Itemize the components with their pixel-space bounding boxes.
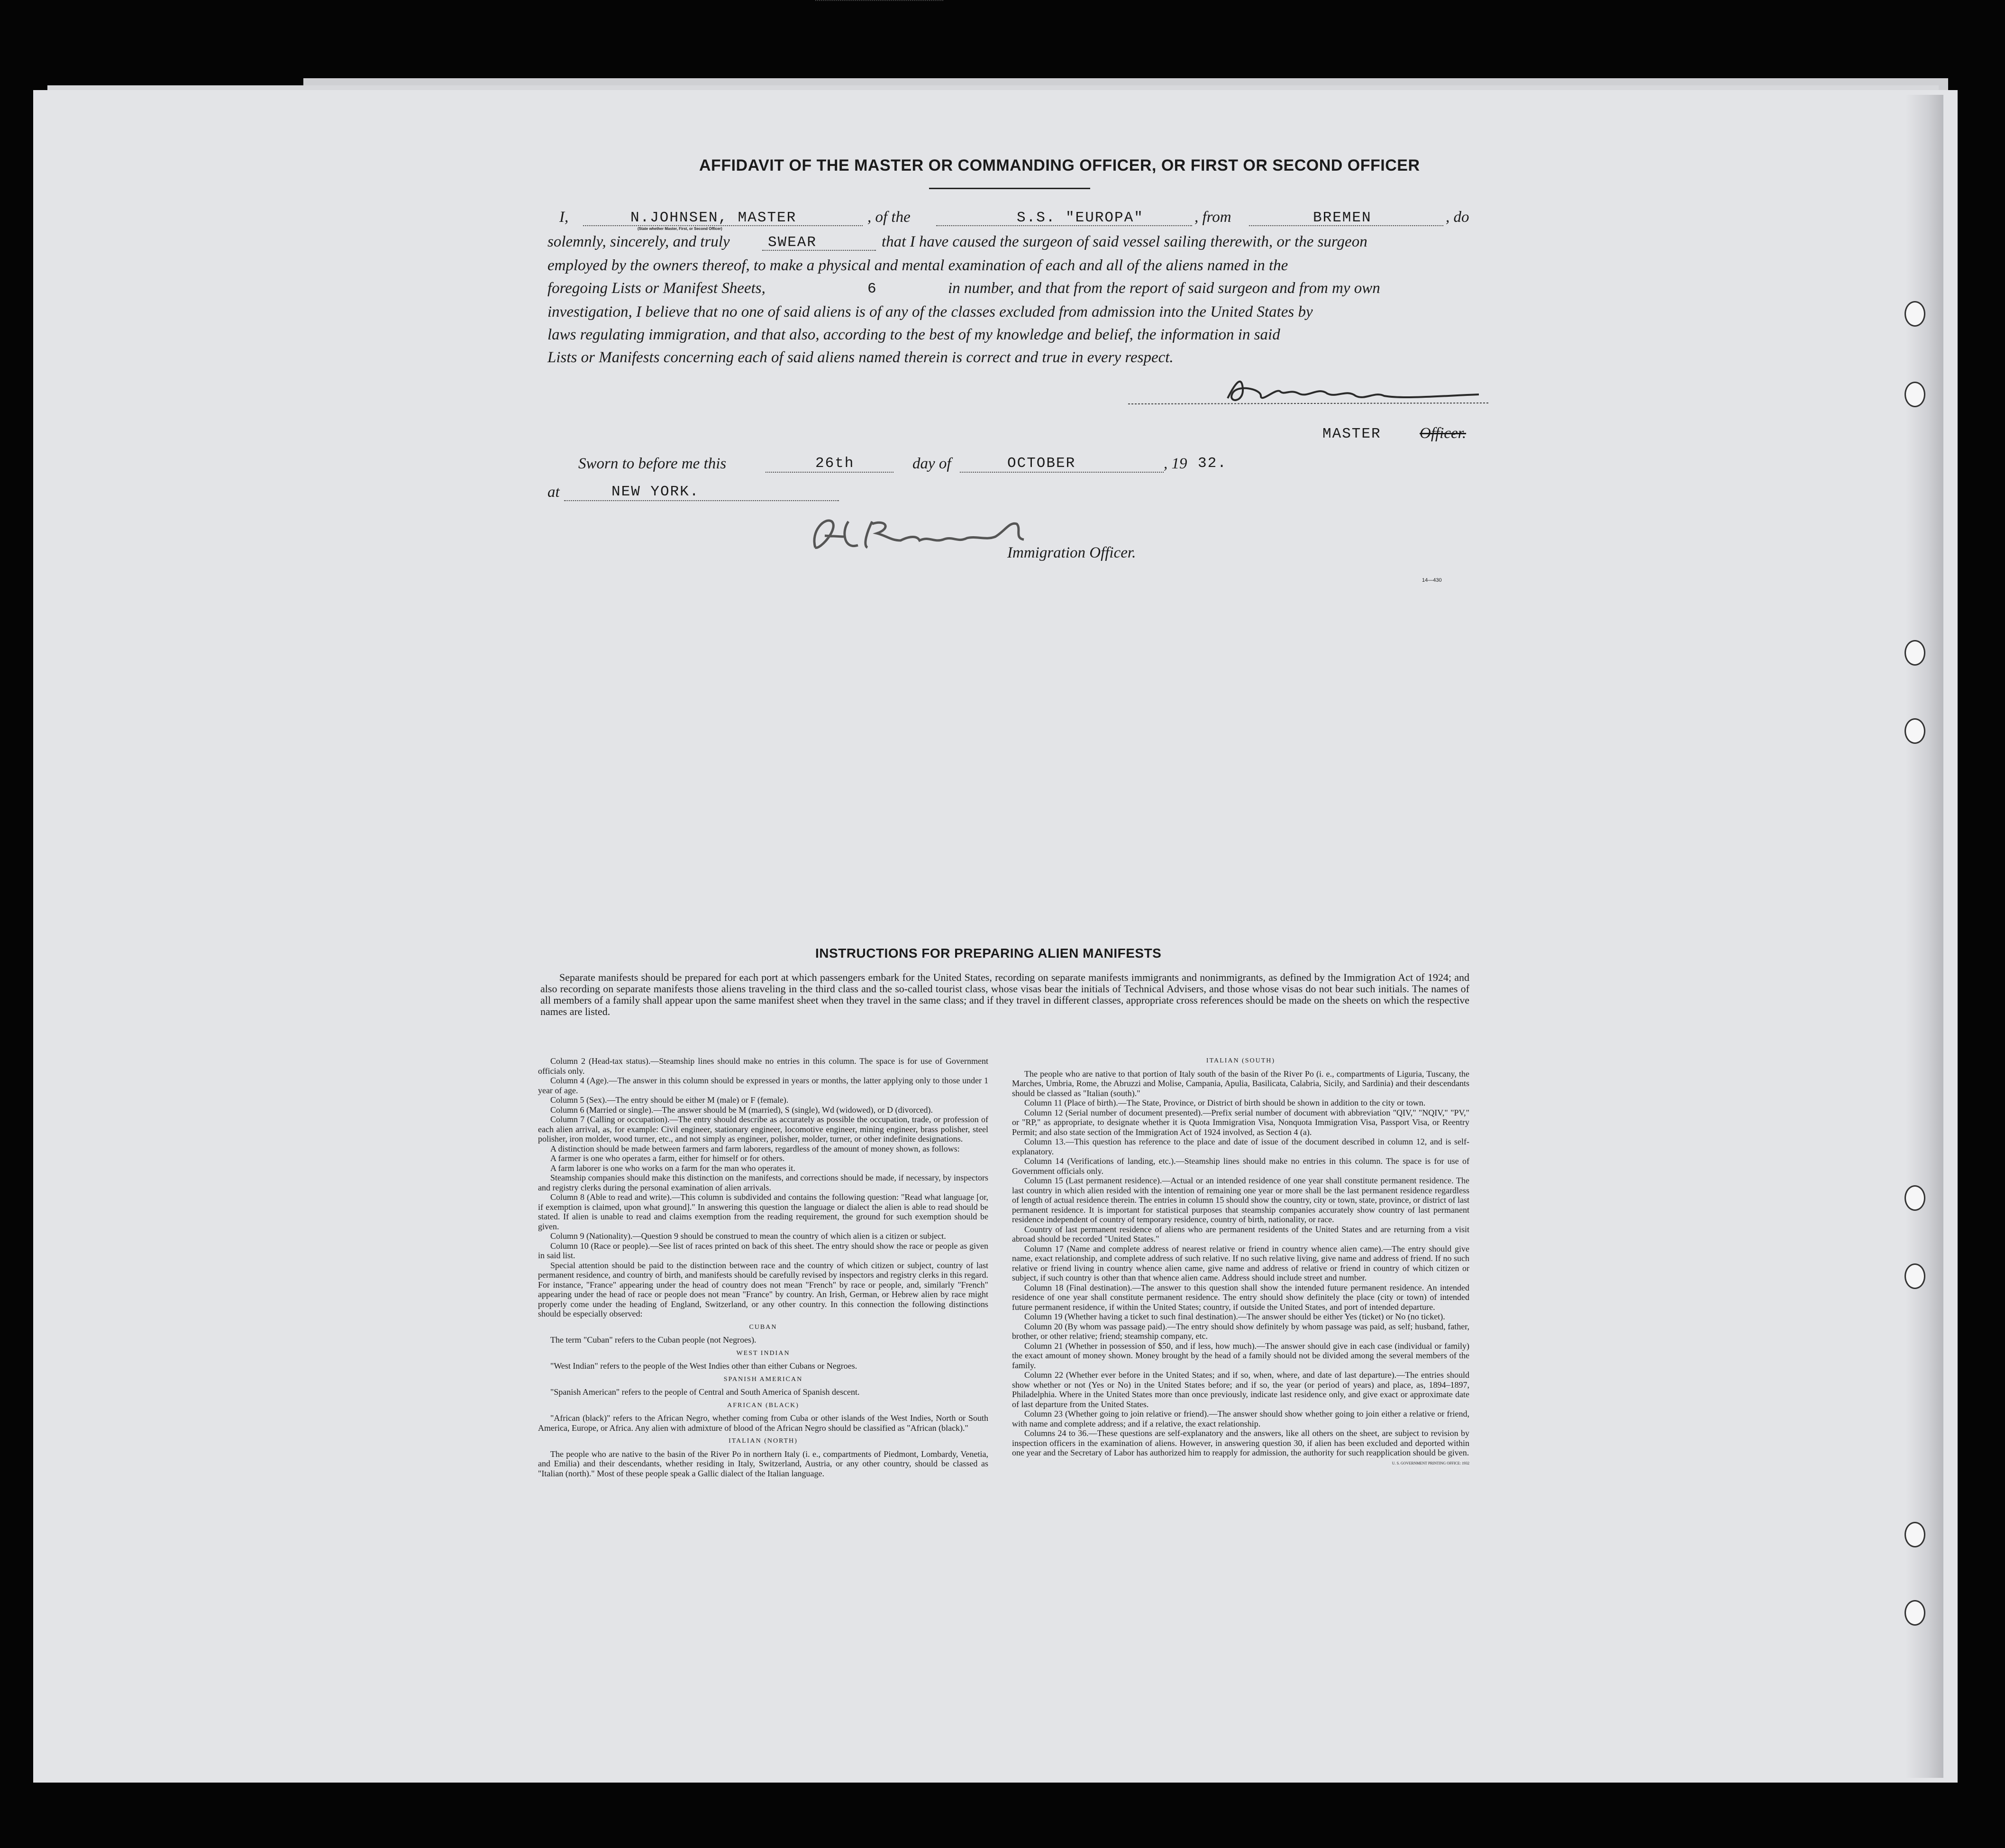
instruction-paragraph: Column 20 (By whom was passage paid).—The entry should show definitely by whom passage was paid, as self; husband, father, brother, or other relative; friend; steamship company, etc. — [1012, 1321, 1469, 1341]
right-column — [1012, 1056, 1469, 1468]
instruction-paragraph: Column 2 (Head-tax status).—Steamship lines should make no entries in this column. The space is for use of Government officials only. — [538, 1056, 988, 1076]
vessel-name: S.S. "EUROPA" — [1017, 210, 1144, 226]
instruction-paragraph: "West Indian" refers to the people of the West Indies other than either Cubans or Negroes. — [550, 1361, 857, 1371]
affidavit-line4a: foregoing Lists or Manifest Sheets, — [547, 280, 766, 297]
binder-hole-icon — [1905, 718, 1925, 744]
section-heading: ITALIAN (NORTH) — [729, 1437, 798, 1445]
do-label: , do — [1446, 209, 1469, 226]
affidavit-pronoun: I, — [559, 209, 569, 226]
instructions-title: INSTRUCTIONS FOR PREPARING ALIEN MANIFESTS — [815, 946, 1162, 961]
sheet-count: 6 — [867, 281, 877, 297]
officer-struck: Officer. — [1420, 425, 1467, 442]
affidavit-line5: investigation, I believe that no one of said aliens is of any of the classes excluded from admission into the United States by — [547, 303, 1313, 320]
sworn-place: NEW YORK. — [611, 484, 700, 500]
form-number: 14—430 — [1422, 577, 1442, 583]
section-heading: SPANISH AMERICAN — [723, 1375, 803, 1383]
instruction-paragraph: Country of last permanent residence of aliens who are permanent residents of the United States and are returning from a visit abroad should be recorded "United States." — [1012, 1224, 1469, 1244]
instruction-paragraph: Column 11 (Place of birth).—The State, Province, or District of birth should be shown in addition to the city or town. — [1024, 1098, 1426, 1107]
binder-hole-icon — [1905, 382, 1925, 407]
of-the-label: , of the — [867, 209, 911, 226]
instruction-paragraph: The people who are native to the basin of the River Po in northern Italy (i. e., compartments of Piedmont, Lombardy, Venetia, and Emilia) and their descendants, whether residing in Italy, Switzerland, Austria, or any other country, should be classed as "Italian (north)." Most of these people speak a Gallic dialect of the Italian language. — [538, 1449, 988, 1478]
section-heading: ITALIAN (SOUTH) — [1206, 1057, 1276, 1064]
affidavit-line2b: that I have caused the surgeon of said vessel sailing therewith, or the surgeon — [882, 233, 1367, 250]
instruction-paragraph: Column 22 (Whether ever before in the United States; and if so, when, where, and date of last departure).—The entries should show whether or not (Yes or No) in the United States before; and if so, the year (or period of years) and place, as, 1894–1897, Philadelphia. Where in the United States more than once previously, indicate last residence only, and give exact or approximate date of last departure from the United States. — [1012, 1370, 1469, 1409]
binder-hole-icon — [1905, 1263, 1925, 1289]
binder-hole-icon — [1905, 1600, 1925, 1626]
month-line — [960, 472, 1164, 473]
instruction-paragraph: Column 17 (Name and complete address of nearest relative or friend in country whence alien came).—The entry should give name, exact relationship, and complete address of such relative. If no such relative living, give name and address of friend. If no such relative or friend living in country whence alien came, give name and address of relative or friend in country of which citizen or subject, if such country is other than that whence alien came. Address should include street and number. — [1012, 1244, 1469, 1282]
binder-hole-icon — [1905, 1185, 1925, 1211]
title-rule — [929, 188, 1090, 189]
binder-hole-icon — [1905, 640, 1925, 666]
instruction-paragraph: A farmer is one who operates a farm, either for himself or for others. — [550, 1153, 785, 1163]
instruction-paragraph: "African (black)" refers to the African Negro, whether coming from Cuba or other islands of the West Indies, North or South America, Europe, or Africa. Any alien with admixture of blood of the African Negro should be classified as "African (black)." — [538, 1413, 988, 1433]
rank-note: (State whether Master, First, or Second Officer) — [638, 227, 722, 231]
sworn-year: 32. — [1198, 455, 1227, 472]
manifest-sheet — [33, 90, 1958, 1783]
affidavit-line6: laws regulating immigration, and that also, according to the best of my knowledge and belief, the information in said — [547, 326, 1280, 343]
year-prefix: , 19 — [1164, 455, 1187, 472]
instruction-paragraph: Column 10 (Race or people).—See list of races printed on back of this sheet. The entry should show the race or people as given in said list. — [538, 1241, 988, 1260]
left-column — [538, 1056, 988, 1478]
section-heading: AFRICAN (BLACK) — [727, 1401, 799, 1409]
instruction-paragraph: Steamship companies should make this distinction on the manifests, and corrections should be made, if necessary, by inspectors and registry clerks during the personal examination of alien arrivals. — [538, 1173, 988, 1192]
intro-paragraph: Separate manifests should be prepared for each port at which passengers embark for the United States, recording on separate manifests immigrants and nonimmigrants, as defined by the Immigration Act of 1924; and also recording on separate manifests those aliens traveling in the third class and the so-called tourist class, whose visas bear the initials of Technical Advisers, and those whose visas do not bear such initials. The names of all members of a family shall appear upon the same manifest sheet when they travel in the same class; and if they travel in different classes, appropriate cross references should be made on the sheets on which the respective names are listed. — [540, 971, 1469, 1017]
place-line — [564, 500, 839, 501]
day-of-label: day of — [912, 455, 951, 472]
sheets-line — [815, 0, 943, 1]
instruction-paragraph: Column 4 (Age).—The answer in this column should be expressed in years or months, the latter applying only to those under 1 year of age. — [538, 1076, 988, 1095]
instruction-paragraph: Column 8 (Able to read and write).—This column is subdivided and contains the following question: "Read what language [or, if exemption is claimed, upon what ground]." In answering this question the language or dialect the alien is able to read should be stated. If alien is unable to read and claims exemption from the reading requirement, the ground for such exemption should be given. — [538, 1192, 988, 1231]
instruction-paragraph: Column 5 (Sex).—The entry should be either M (male) or F (female). — [550, 1095, 789, 1105]
binder-hole-icon — [1905, 1522, 1925, 1547]
affidavit-line7: Lists or Manifests concerning each of said aliens named therein is correct and true in every respect. — [547, 349, 1174, 366]
officer-title: Immigration Officer. — [1007, 544, 1136, 561]
day-line — [766, 472, 893, 473]
affidavit-line3: employed by the owners thereof, to make a physical and mental examination of each and all of the aliens named in the — [547, 257, 1288, 274]
instruction-paragraph: Column 12 (Serial number of document presented).—Prefix serial number of document with abbreviation "QIV," "NQIV," "PV," or "RP," as appropriate, to designate whether it is Quota Immigration Visa, Nonquota Immigration Visa, Passport Visa, or Reentry Permit; and also state section of the Immigration Act of 1924 involved, as Section 4 (a). — [1012, 1107, 1469, 1137]
master-signature — [1119, 370, 1498, 412]
instruction-paragraph: A distinction should be made between farmers and farm laborers, regardless of the amount of money shown, as follows: — [550, 1144, 960, 1153]
section-heading: CUBAN — [749, 1323, 777, 1331]
sworn-month: OCTOBER — [1007, 455, 1076, 472]
instruction-paragraph: Column 7 (Calling or occupation).—The entry should describe as accurately as possible the occupation, trade, or profession of each alien arrival, as, for example: Civil engineer, stationary engineer, locomotive engineer, mining engineer, brass polisher, steel polisher, iron molder, wood turner, etc., and not simply as engineer, polisher, molder, turner, or other indefinite designations. — [538, 1115, 988, 1144]
oath-word: SWEAR — [768, 234, 817, 251]
instruction-paragraph: Column 23 (Whether going to join relative or friend).—The answer should show whether going to join either a relative or friend, with name and complete address; and if a relative, the exact relationship. — [1012, 1409, 1469, 1428]
sworn-label: Sworn to before me this — [578, 455, 727, 472]
port-name: BREMEN — [1313, 210, 1372, 226]
instruction-paragraph: Column 13.—This question has reference to the place and date of issue of the document described in column 12, and is self-explanatory. — [1012, 1137, 1469, 1156]
instruction-paragraph: The term "Cuban" refers to the Cuban people (not Negroes). — [550, 1335, 756, 1345]
affidavit-line4b: in number, and that from the report of said surgeon and from my own — [948, 280, 1380, 297]
instruction-paragraph: Column 19 (Whether having a ticket to such final destination).—The answer should be either Yes (ticket) or No (no ticket). — [1024, 1312, 1445, 1321]
binder-hole-icon — [1905, 301, 1925, 327]
instructions-intro — [540, 972, 1469, 1017]
affidavit-title: AFFIDAVIT OF THE MASTER OR COMMANDING OFFICER, OR FIRST OR SECOND OFFICER — [699, 156, 1420, 174]
printer-credit: U. S. GOVERNMENT PRINTING OFFICE: 1932 — [1392, 1461, 1469, 1465]
sworn-day: 26th — [815, 455, 855, 472]
affidavit-line2a: solemnly, sincerely, and truly — [547, 233, 730, 250]
instruction-paragraph: The people who are native to that portion of Italy south of the basin of the River Po (i. e., compartments of Liguria, Tuscany, the Marches, Umbria, Rome, the Abruzzi and Molise, Campania, Apulia, Basilicata, Calabria, Sicily, and Sardinia) and their descendants should be classed as "Italian (south)." — [1012, 1069, 1469, 1098]
instruction-paragraph: Column 18 (Final destination).—The answer to this question shall show the intended future permanent residence. An intended residence of one year shall constitute permanent residence. The entry should show definitely the place (city or town) of intended future permanent residence, if within the United States; country, if outside the United States, and port of intended departure. — [1012, 1282, 1469, 1312]
master-name: N.JOHNSEN, MASTER — [630, 210, 797, 226]
at-label: at — [547, 484, 560, 501]
instruction-paragraph: Column 15 (Last permanent residence).—Actual or an intended residence of one year shall constitute permanent residence. The last country in which alien resided with the intention of remaining one year or more shall be the last permanent residence regardless of length of actual residence therein. The entries in column 15 should show the country, city or town, state, province, or district of last permanent residence. It is important for statistical purposes that steamship companies accurately show country of last permanent residence independent of country of temporary residence, country of birth, nationality, or race. — [1012, 1176, 1469, 1224]
instruction-paragraph: Column 6 (Married or single).—The answer should be M (married), S (single), Wd (widowed), or D (divorced). — [550, 1105, 933, 1115]
instruction-paragraph: Column 9 (Nationality).—Question 9 should be construed to mean the country of which alien is a citizen or subject. — [550, 1231, 946, 1241]
instruction-paragraph: A farm laborer is one who works on a farm for the man who operates it. — [550, 1163, 795, 1173]
instruction-paragraph: Column 14 (Verifications of landing, etc.).—Steamship lines should make no entries in this column. The space is for use of Government officials only. — [1012, 1156, 1469, 1176]
instruction-paragraph: Special attention should be paid to the distinction between race and the country of which citizen or subject, country of last permanent residence, and country of birth, and manifests should be carefully revised by inspectors and registry clerks in this regard. For instance, "France" appearing under the head of country does not mean "French" by race or people, and, similarly "French" appearing under the head of race or people does not mean "France" by country. An Irish, German, or Hebrew alien by race might properly come under the heading of England, Switzerland, or any other country. In this connection the following distinctions should be especially observed: — [538, 1260, 988, 1318]
instruction-paragraph: "Spanish American" refers to the people of Central and South America of Spanish descent. — [550, 1387, 860, 1397]
section-heading: WEST INDIAN — [736, 1349, 790, 1357]
instruction-paragraph: Column 21 (Whether in possession of $50, and if less, how much).—The answer should give in each case (individual or family) the exact amount of money shown. Money brought by the head of a family should not be divided among the several members of the family. — [1012, 1341, 1469, 1370]
instruction-paragraph: Columns 24 to 36.—These questions are self-explanatory and the answers, like all others on the sheet, are subject to revision by inspection officers in the examination of aliens. However, in answering question 30, if alien has been excluded and deported within one year and the Secretary of Labor has authorized him to reapply for admission, the authority for such reapplication should be given. — [1012, 1428, 1469, 1457]
from-label: , from — [1194, 209, 1231, 226]
master-title: MASTER — [1322, 426, 1381, 442]
